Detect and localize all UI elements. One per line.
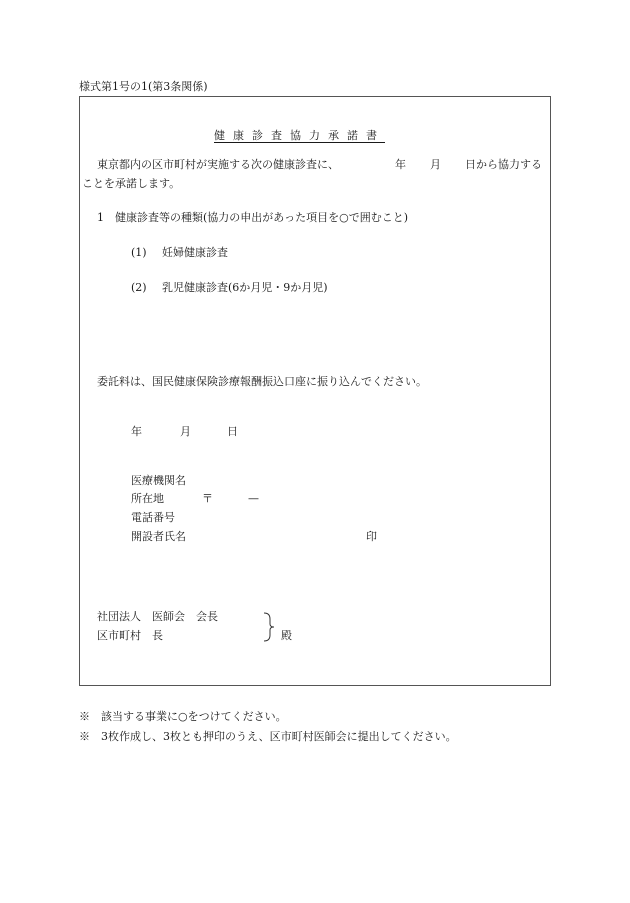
date-day: 日 (227, 425, 238, 438)
document-title: 健康診査協力承諾書 (214, 129, 385, 142)
addressee-mayor: 区市町村 長 (97, 629, 163, 642)
postal-dash: — (248, 492, 259, 505)
intro-line1-prefix: 東京都内の区市町村が実施する次の健康診査に、 (97, 158, 339, 171)
note-item: ※ 3枚作成し、3枚とも押印のうえ、区市町村医師会に提出してください。 (79, 730, 457, 743)
item-label: 妊婦健康診査 (162, 246, 228, 259)
date-year: 年 (131, 425, 142, 438)
address-label: 所在地 (131, 492, 164, 505)
seal-mark: 印 (366, 530, 377, 543)
intro-line2: ことを承諾します。 (82, 177, 181, 190)
item-label: 乳児健康診査(6か月児・9か月児) (162, 281, 328, 294)
postal-mark: 〒 (202, 492, 213, 505)
date-month: 月 (180, 425, 191, 438)
intro-line1-suffix: 日から協力する (465, 158, 542, 171)
item-number: (1) (131, 246, 147, 259)
form-number-label: 様式第1号の1(第3条関係) (79, 80, 208, 93)
institution-name-label: 医療機関名 (131, 474, 186, 487)
right-brace-icon (262, 612, 276, 642)
addressee-medical-association: 社団法人 医師会 会長 (97, 610, 218, 623)
item-number: (2) (131, 281, 147, 294)
intro-year: 年 (395, 158, 406, 171)
section1-heading: 1 健康診査等の種類(協力の申出があった項目を○で囲むこと) (97, 211, 409, 224)
commission-note: 委託料は、国民健康保険診療報酬振込口座に振り込んでください。 (97, 375, 427, 388)
founder-name-label: 開設者氏名 (131, 530, 186, 543)
intro-month: 月 (430, 158, 441, 171)
note-item: ※ 該当する事業に○をつけてください。 (79, 710, 287, 723)
phone-label: 電話番号 (131, 511, 175, 524)
honorific: 殿 (281, 629, 292, 642)
